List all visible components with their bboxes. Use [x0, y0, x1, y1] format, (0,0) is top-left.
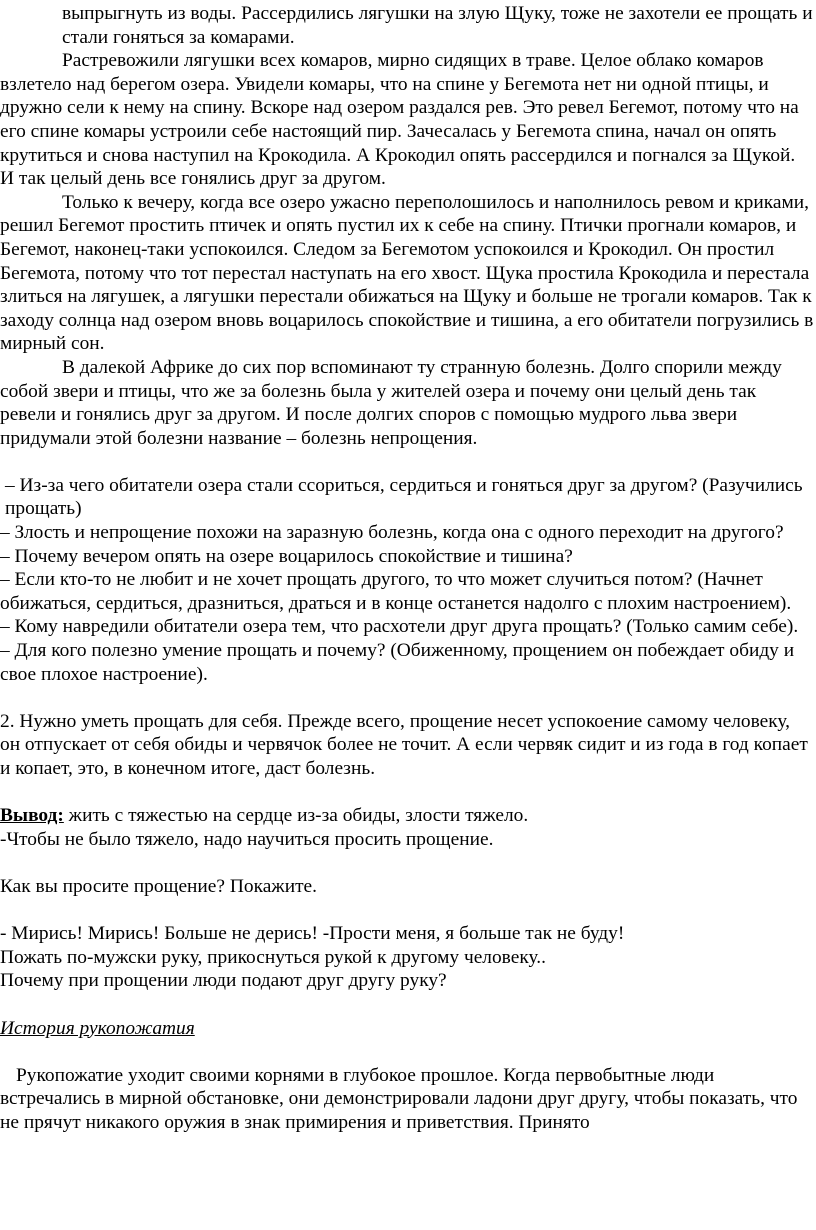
section-title-text: История рукопожатия	[0, 1017, 195, 1039]
handshake-paragraph: Рукопожатие уходит своими корнями в глубокое прошлое. Когда первобытные люди встречались в мирной обстановке, они демонстрировали ладони друг другу, чтобы показать, что не прячут никакого оружия в знак примирения и приветствия. Принято	[0, 1064, 798, 1133]
story-paragraph-mosquitoes: Растревожили лягушки всех комаров, мирно сидящих в траве. Целое облако комаров взлетело над берегом озера. Увидели комары, что на спине у Бегемота нет ни одной птицы, и дружно сели к нему на спину. Вскоре над озером раздался рев. Это ревел Бегемот, потому что на его спине комары устроили себе настоящий пир. Зачесалась у Бегемота спина, начал он опять крутиться и снова наступил на Крокодила. А Крокодил опять рассердился и погнался за Щукой. И так целый день все гонялись друг за другом.	[0, 50, 799, 190]
dialogue-line-1: - Мирись! Мирись! Больше не дерись! -Прости меня, я больше так не буду!	[0, 923, 625, 945]
document-body	[0, 2, 814, 1135]
spacer	[0, 851, 814, 875]
spacer	[0, 899, 814, 923]
question-6: – Для кого полезно умение прощать и почему? (Обиженному, прощением он побеждает обиду и свое плохое настроение).	[0, 640, 795, 685]
dialogue-line-2: Пожать по-мужски руку, прикоснуться рукой к другому человеку..	[0, 946, 546, 968]
point-2-paragraph: 2. Нужно уметь прощать для себя. Прежде всего, прощение несет успокоение самому человеку, он отпускает от себя обиды и червячок более не точит. А если червяк сидит и из года в год копает и копает, это, в конечном итоге, даст болезнь.	[0, 710, 808, 779]
question-1: – Из-за чего обитатели озера стали ссориться, сердиться и гоняться друг за другом? (Разучились прощать)	[5, 474, 803, 520]
ask-line: Как вы просите прощение? Покажите.	[0, 875, 318, 897]
conclusion-line-2: -Чтобы не было тяжело, надо научиться просить прощение.	[0, 828, 494, 850]
dialogue-line-3: Почему при прощении люди подают друг другу руку?	[0, 970, 447, 992]
spacer	[0, 686, 814, 710]
spacer	[0, 450, 814, 474]
spacer	[0, 1040, 814, 1064]
question-3: – Почему вечером опять на озере воцарилось спокойствие и тишина?	[0, 545, 573, 567]
story-paragraph-continuation: выпрыгнуть из воды. Рассердились лягушки на злую Щуку, тоже не захотели ее прощать и стали гоняться за комарами.	[62, 3, 813, 48]
conclusion-text: жить с тяжестью на сердце из-за обиды, злости тяжело.	[63, 805, 529, 827]
spacer	[0, 781, 814, 805]
question-2: – Злость и непрощение похожи на заразную болезнь, когда она с одного переходит на другого?	[0, 522, 784, 544]
section-title	[0, 1017, 814, 1041]
question-4: – Если кто-то не любит и не хочет прощать другого, то что может случиться потом? (Начнет обижаться, сердиться, дразниться, драться и в конце останется надолго с плохим настроением).	[0, 569, 792, 614]
story-paragraph-africa: В далекой Африке до сих пор вспоминают ту странную болезнь. Долго спорили между собой звери и птицы, что же за болезнь была у жителей озера и почему они целый день так ревели и гонялись друг за другом. И после долгих споров с помощью мудрого льва звери придумали этой болезни название – болезнь непрощения.	[0, 356, 782, 449]
question-5: – Кому навредили обитатели озера тем, что расхотели друг друга прощать? (Только самим себе).	[0, 616, 799, 638]
spacer	[0, 993, 814, 1017]
conclusion-label: Вывод:	[0, 805, 64, 827]
story-paragraph-evening: Только к вечеру, когда все озеро ужасно переполошилось и наполнилось ревом и криками, решил Бегемот простить птичек и опять пустил их к себе на спину. Птички прогнали комаров, и Бегемот, наконец-таки успокоился. Следом за Бегемотом успокоился и Крокодил. Он простил Бегемота, потому что тот перестал наступать на его хвост. Щука простила Крокодила и перестала злиться на лягушек, а лягушки перестали обижаться на Щуку и больше не трогали комаров. Так к заходу солнца над озером вновь воцарилось спокойствие и тишина, а его обитатели погрузились в мирный сон.	[0, 191, 814, 355]
conclusion-line	[0, 804, 814, 828]
